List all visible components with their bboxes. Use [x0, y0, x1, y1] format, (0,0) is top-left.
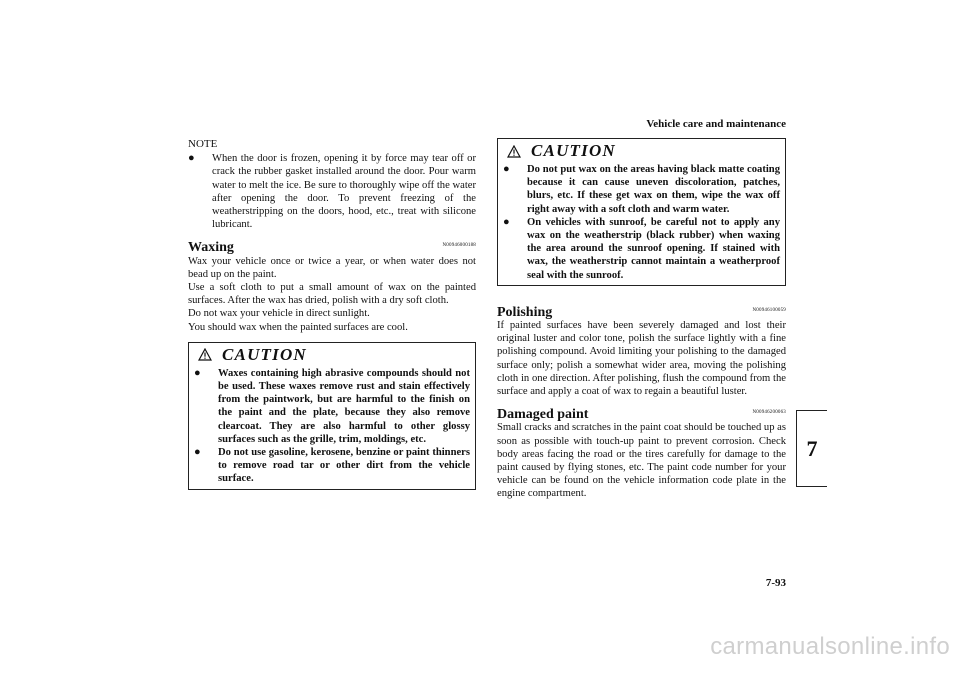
caution-item — [194, 446, 470, 486]
caution-box-right — [497, 138, 786, 286]
damaged-paint-code: N00946200063 — [752, 410, 786, 416]
warning-triangle-icon — [507, 145, 521, 158]
damaged-paint-paragraph: Small cracks and scratches in the paint coat should be touched up as soon as possible with touch-up paint to prevent corrosion. Check body areas facing the road or the tires carefully for damage to the paint caused by flying stones, etc. The paint code number for your vehicle can be found on the vehicle information code plate in the engine compartment. — [497, 422, 786, 500]
caution-text: Do not put wax on the areas having black matte coating because it can cause uneven discoloration, patches, blurs, etc. If these get wax on them, wipe the wax off right away with a soft cloth and warm water. — [527, 164, 780, 215]
right-column — [497, 138, 786, 501]
caution-item — [503, 216, 780, 282]
caution-box-left — [188, 342, 476, 490]
bullet-icon: ● — [194, 446, 201, 459]
waxing-paragraph: You should wax when the painted surfaces are cool. — [188, 321, 408, 333]
polishing-paragraph: If painted surfaces have been severely damaged and lost their original luster and color tone, polish the surface lightly with a fine polishing compound. Avoid limiting your polishing to the damaged surface only; polish a somewhat wider area, moving the polishing cloth in one direction. After polishing, flush the compound from the surface and apply a coat of wax to regain a beautiful luster. — [497, 320, 786, 398]
waxing-paragraph: Do not wax your vehicle in direct sunlight. — [188, 308, 370, 320]
waxing-paragraph: Use a soft cloth to put a small amount of wax on the painted surfaces. After the wax has dried, polish with a dry soft cloth. — [188, 282, 476, 307]
caution-heading — [194, 343, 470, 367]
damaged-paint-title: Damaged paint — [497, 407, 589, 423]
waxing-heading-row — [188, 239, 476, 254]
bullet-icon: ● — [503, 163, 510, 175]
caution-item — [503, 163, 780, 216]
caution-label: CAUTION — [222, 345, 307, 365]
bullet-icon: ● — [194, 366, 201, 379]
caution-text: Do not use gasoline, kerosene, benzine or paint thinners to remove road tar or other dirt from the vehicle surface. — [218, 447, 470, 485]
caution-label: CAUTION — [531, 141, 616, 161]
polishing-title: Polishing — [497, 304, 553, 320]
caution-text: On vehicles with sunroof, be careful not to apply any wax on the weatherstrip (black rubber) when waxing the area around the sunroof opening. If stained with wax, the weatherstrip cannot maintain a weatherproof seal with the sunroof. — [527, 216, 780, 281]
note-item — [188, 152, 476, 231]
damaged-paint-heading-row — [497, 406, 786, 421]
waxing-title: Waxing — [188, 240, 234, 256]
page-number: 7-93 — [765, 577, 786, 589]
chapter-number: 7 — [806, 435, 818, 461]
note-text: When the door is frozen, opening it by force may tear off or crack the rubber gasket installed around the door. Pour warm water to melt the ice. Be sure to thoroughly wipe off the water after opening the door. To prevent freezing of the weatherstripping on the doors, hood, etc., treat with silicone lubricant. — [212, 153, 476, 231]
caution-item — [194, 367, 470, 446]
chapter-tab — [796, 410, 827, 487]
bullet-icon: ● — [188, 152, 195, 165]
polishing-code: N00946100059 — [752, 307, 786, 313]
watermark-link[interactable]: carmanualsonline.info — [710, 633, 950, 660]
caution-text: Waxes containing high abrasive compounds should not be used. These waxes remove rust and stain effectively from the paintwork, but are harmful to the finish on the paint and the plate, because they also remove clearcoat. They are also harmful to other glossy surfaces such as the grille, trim, moldings, etc. — [218, 367, 470, 445]
waxing-paragraph: Wax your vehicle once or twice a year, or when water does not bead up on the paint. — [188, 255, 476, 280]
running-header: Vehicle care and maintenance — [646, 118, 786, 130]
left-column — [188, 138, 476, 490]
polishing-heading-row — [497, 304, 786, 319]
note-label: NOTE — [188, 138, 218, 150]
caution-heading — [503, 139, 780, 163]
waxing-code: N00946000188 — [442, 243, 476, 249]
warning-triangle-icon — [198, 348, 212, 361]
bullet-icon: ● — [503, 215, 510, 228]
